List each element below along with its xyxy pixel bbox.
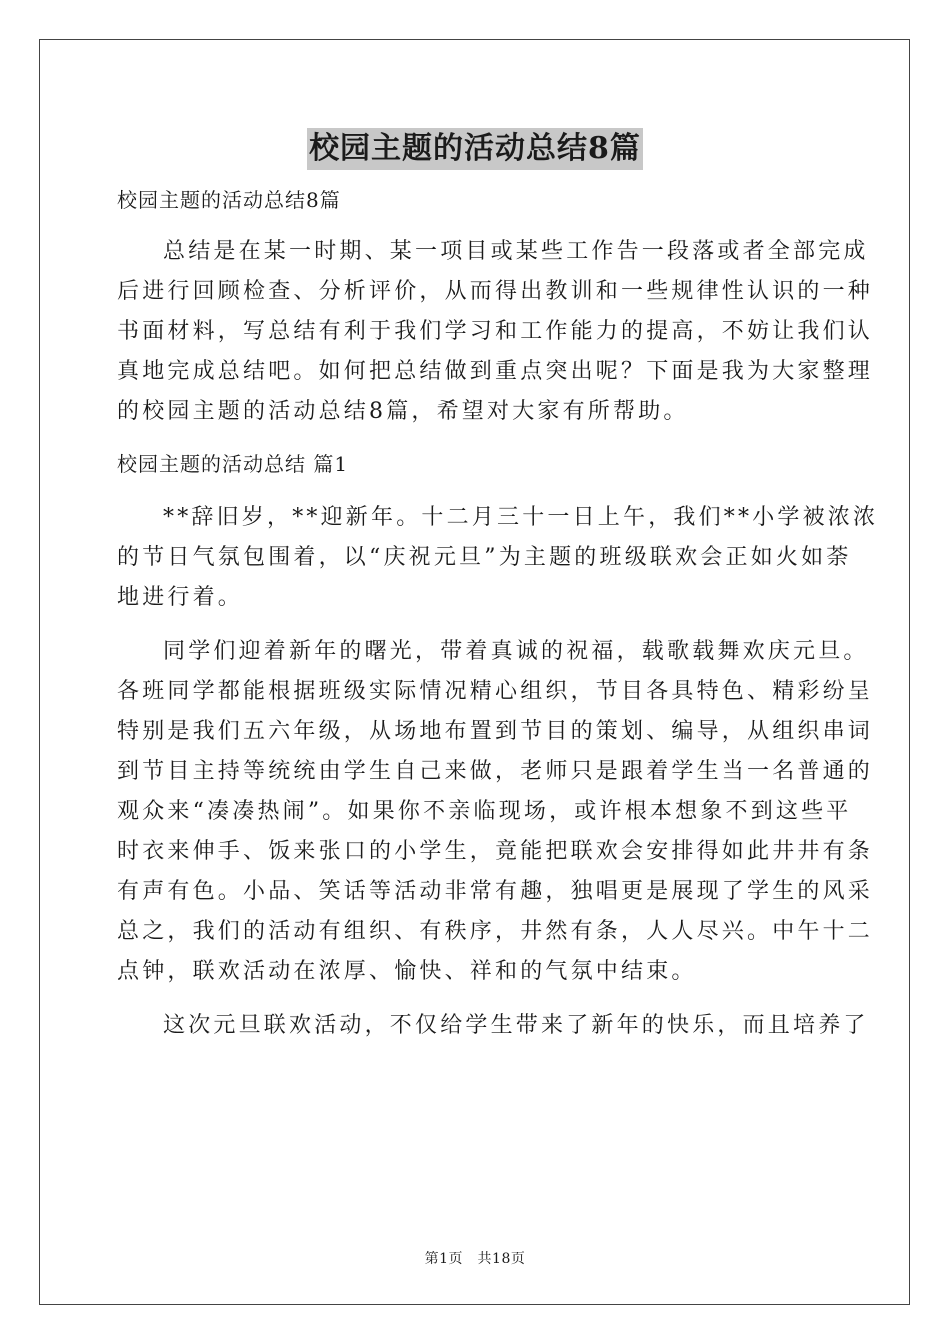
paragraph-line: 观众来“凑凑热闹”。如果你不亲临现场，或许根本想象不到这些平 <box>117 799 852 824</box>
paragraph-line: 的校园主题的活动总结8篇，希望对大家有所帮助。 <box>117 399 689 424</box>
document-subtitle: 校园主题的活动总结8篇 <box>117 188 341 212</box>
paragraph-line: 这次元旦联欢活动，不仅给学生带来了新年的快乐，而且培养了 <box>163 1013 869 1038</box>
paragraph-line: 时衣来伸手、饭来张口的小学生，竟能把联欢会安排得如此井井有条 <box>117 839 874 864</box>
paragraph-line: 总之，我们的活动有组织、有秩序，井然有条，人人尽兴。中午十二 <box>117 919 874 944</box>
document-title: 校园主题的活动总结8篇 <box>307 128 643 170</box>
paragraph-line: 后进行回顾检查、分析评价，从而得出教训和一些规律性认识的一种 <box>117 279 874 304</box>
paragraph-line: 到节目主持等统统由学生自己来做，老师只是跟着学生当一名普通的 <box>117 759 874 784</box>
paragraph-line: 特别是我们五六年级，从场地布置到节目的策划、编导，从组织串词 <box>117 719 874 744</box>
paragraph-line: 的节日气氛包围着，以“庆祝元旦”为主题的班级联欢会正如火如荼 <box>117 545 852 570</box>
document-body <box>117 180 879 1046</box>
paragraph-2 <box>117 632 874 992</box>
paragraph-line: 真地完成总结吧。如何把总结做到重点突出呢？下面是我为大家整理 <box>117 359 874 384</box>
paragraph-line: 同学们迎着新年的曙光，带着真诚的祝福，载歌载舞欢庆元旦。 <box>163 639 869 664</box>
paragraph-line: 有声有色。小品、笑话等活动非常有趣，独唱更是展现了学生的风采 <box>117 879 874 904</box>
intro-paragraph <box>117 232 874 432</box>
paragraph-line: 点钟，联欢活动在浓厚、愉快、祥和的气氛中结束。 <box>117 959 697 984</box>
paragraph-line: 地进行着。 <box>117 585 244 610</box>
page-footer: 第1页 共18页 <box>424 1251 526 1267</box>
paragraph-line: 总结是在某一时期、某一项目或某些工作告一段落或者全部完成 <box>163 239 869 264</box>
paragraph-1 <box>117 498 879 618</box>
section-heading: 校园主题的活动总结 篇1 <box>117 452 349 476</box>
paragraph-3 <box>117 1006 869 1046</box>
paragraph-line: 各班同学都能根据班级实际情况精心组织，节目各具特色、精彩纷呈 <box>117 679 874 704</box>
paragraph-line: **辞旧岁，**迎新年。十二月三十一日上午，我们**小学被浓浓 <box>163 505 879 530</box>
title-area <box>0 128 950 170</box>
paragraph-line: 书面材料，写总结有利于我们学习和工作能力的提高，不妨让我们认 <box>117 319 874 344</box>
